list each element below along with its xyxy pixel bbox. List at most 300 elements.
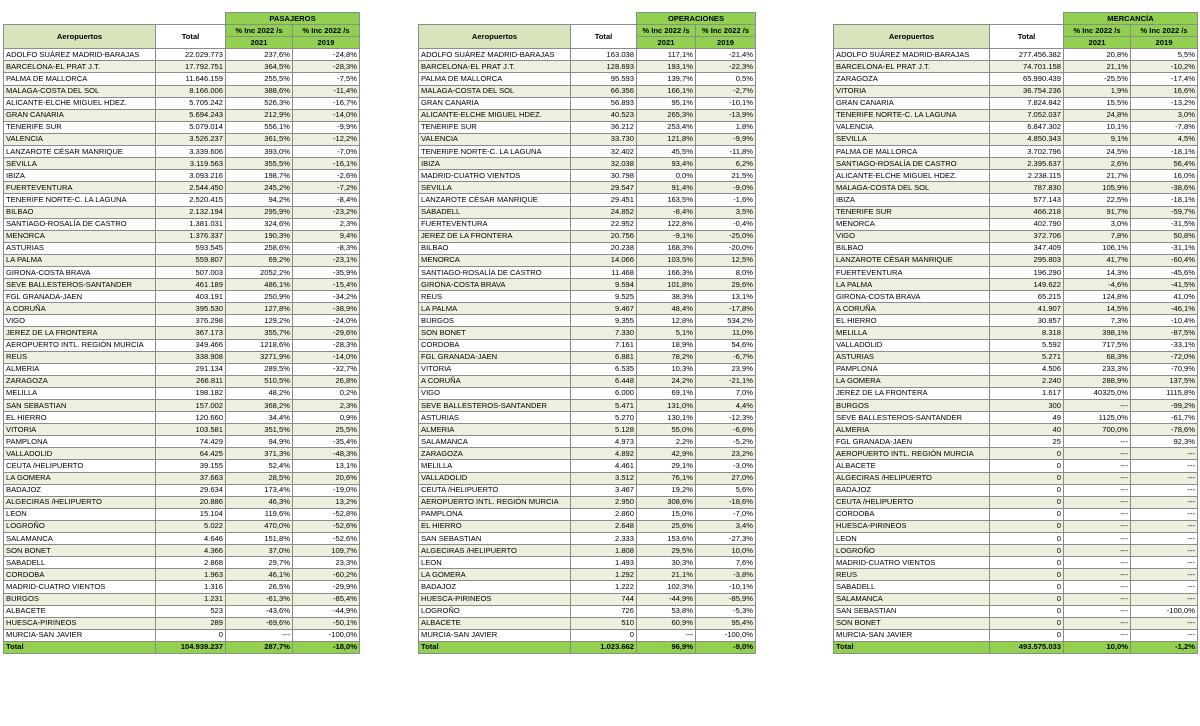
table-row <box>4 363 360 375</box>
table-row <box>419 363 756 375</box>
airport-name: CORDOBA <box>834 508 990 520</box>
airport-name: FUERTEVENTURA <box>834 266 990 278</box>
table-row <box>419 61 756 73</box>
inc-2019-value: -29,6% <box>293 327 360 339</box>
airport-name: GRAN CANARIA <box>834 97 990 109</box>
total-value: 1.963 <box>156 569 226 581</box>
inc-2021-value: 10,1% <box>1064 121 1131 133</box>
inc-2021-value: 361,5% <box>226 133 293 145</box>
table-row <box>419 387 756 399</box>
inc-2019-value: -41,5% <box>1131 279 1198 291</box>
total-value: 2.520.415 <box>156 194 226 206</box>
table-row <box>4 484 360 496</box>
table-row <box>834 436 1198 448</box>
table-row <box>419 85 756 97</box>
table-row <box>834 593 1198 605</box>
airport-name: IBIZA <box>4 170 156 182</box>
inc-2021-value: -25,5% <box>1064 73 1131 85</box>
table-row <box>4 73 360 85</box>
airport-name: MALAGA-COSTA DEL SOL <box>419 85 571 97</box>
inc-2021-value: 295,9% <box>226 206 293 218</box>
inc-2021-value: 351,5% <box>226 424 293 436</box>
airport-name: SANTIAGO-ROSALÍA DE CASTRO <box>834 158 990 170</box>
group-header: PASAJEROS <box>226 13 360 25</box>
inc-2021-value: --- <box>1064 617 1131 629</box>
table-row <box>419 629 756 641</box>
airport-name: IBIZA <box>834 194 990 206</box>
total-value: 5.471 <box>571 400 637 412</box>
inc-2021-value: 15,5% <box>1064 97 1131 109</box>
inc-2021-value: 129,2% <box>226 315 293 327</box>
inc-2019-value: --- <box>1131 629 1198 641</box>
airport-name: BURGOS <box>419 315 571 327</box>
table-row <box>834 617 1198 629</box>
total-value: 0 <box>990 533 1064 545</box>
total-value: 403.191 <box>156 291 226 303</box>
table-row <box>419 339 756 351</box>
total-value: 3.339.606 <box>156 146 226 158</box>
total-value: 2.132.194 <box>156 206 226 218</box>
table-row <box>419 266 756 278</box>
inc-2021-value: 14,5% <box>1064 303 1131 315</box>
total-value: 5.271 <box>990 351 1064 363</box>
total-value: 40.523 <box>571 109 637 121</box>
table-row <box>834 424 1198 436</box>
col-header-inc-2021-line1: % Inc 2022 /s <box>1064 25 1131 37</box>
table-row <box>419 581 756 593</box>
airport-name: SEVE BALLESTEROS-SANTANDER <box>419 400 571 412</box>
total-value: 4.892 <box>571 448 637 460</box>
inc-2021-value: 10,3% <box>637 363 696 375</box>
table-row <box>4 508 360 520</box>
total-row <box>834 641 1198 653</box>
total-value: 15.104 <box>156 508 226 520</box>
total-value: 1.493 <box>571 557 637 569</box>
total-value: 30.857 <box>990 315 1064 327</box>
inc-2019-value: -87,5% <box>1131 327 1198 339</box>
table-row <box>419 303 756 315</box>
total-value: 1.023.662 <box>571 641 637 653</box>
inc-2021-value: 700,0% <box>1064 424 1131 436</box>
inc-2019-value: -16,1% <box>293 158 360 170</box>
total-value: 4.506 <box>990 363 1064 375</box>
inc-2019-value: -5,2% <box>696 436 756 448</box>
total-value: 7.161 <box>571 339 637 351</box>
inc-2019-value: --- <box>1131 460 1198 472</box>
total-value: 25 <box>990 436 1064 448</box>
airport-name: ALBACETE <box>419 617 571 629</box>
total-value: 20.756 <box>571 230 637 242</box>
total-value: 22.952 <box>571 218 637 230</box>
table-row <box>834 460 1198 472</box>
inc-2019-value: 2,3% <box>293 400 360 412</box>
inc-2021-value: 78,2% <box>637 351 696 363</box>
inc-2019-value: -21,1% <box>696 375 756 387</box>
inc-2021-value: 3271,9% <box>226 351 293 363</box>
total-value: 787.830 <box>990 182 1064 194</box>
total-value: 37.663 <box>156 472 226 484</box>
inc-2021-value: 34,4% <box>226 412 293 424</box>
inc-2021-value: 288,9% <box>1064 375 1131 387</box>
airport-name: LOGROÑO <box>419 605 571 617</box>
inc-2019-value: 25,5% <box>293 424 360 436</box>
inc-2021-value: --- <box>1064 557 1131 569</box>
inc-2019-value: 2,3% <box>293 218 360 230</box>
table-row <box>4 629 360 641</box>
airport-name: BILBAO <box>4 206 156 218</box>
table-row <box>834 49 1198 61</box>
inc-2021-value: 139,7% <box>637 73 696 85</box>
inc-2021-value: 163,5% <box>637 194 696 206</box>
total-value: 577.143 <box>990 194 1064 206</box>
inc-2019-value: -16,7% <box>293 97 360 109</box>
inc-2021-value: 95,1% <box>637 97 696 109</box>
inc-2021-value: 94,2% <box>226 194 293 206</box>
col-header-airports: Aeropuertos <box>834 25 990 49</box>
inc-2019-value: 10,0% <box>696 545 756 557</box>
table-row <box>4 315 360 327</box>
total-value: 0 <box>990 484 1064 496</box>
inc-2019-value: 13,1% <box>293 460 360 472</box>
inc-2019-value: 5,5% <box>1131 49 1198 61</box>
total-value: 466.218 <box>990 206 1064 218</box>
total-value: 2.544.450 <box>156 182 226 194</box>
total-value: 1.808 <box>571 545 637 557</box>
mercancia-table <box>833 12 1198 654</box>
table-row <box>419 617 756 629</box>
airport-name: EL HIERRO <box>4 412 156 424</box>
inc-2019-value: -25,0% <box>696 230 756 242</box>
total-value: 196.290 <box>990 266 1064 278</box>
airport-name: MURCIA-SAN JAVIER <box>834 629 990 641</box>
table-row <box>4 97 360 109</box>
airport-name: VALENCIA <box>4 133 156 145</box>
airport-name: GIRONA-COSTA BRAVA <box>4 266 156 278</box>
table-row <box>834 569 1198 581</box>
inc-2021-value: 30,3% <box>637 557 696 569</box>
airport-name: IBIZA <box>419 158 571 170</box>
total-value: 289 <box>156 617 226 629</box>
total-value: 1.376.337 <box>156 230 226 242</box>
inc-2021-value: --- <box>1064 400 1131 412</box>
table-row <box>4 545 360 557</box>
total-value: 0 <box>990 472 1064 484</box>
airport-name: VALLADOLID <box>4 448 156 460</box>
total-value: 6.881 <box>571 351 637 363</box>
table-row <box>419 170 756 182</box>
total-value: 5.128 <box>571 424 637 436</box>
airport-name: BILBAO <box>834 242 990 254</box>
total-value: 277.456.382 <box>990 49 1064 61</box>
inc-2019-value: -12,3% <box>696 412 756 424</box>
table-row <box>4 194 360 206</box>
airport-name: SALAMANCA <box>4 533 156 545</box>
airport-name: JEREZ DE LA FRONTERA <box>419 230 571 242</box>
inc-2019-value: --- <box>1131 569 1198 581</box>
airport-name: ZARAGOZA <box>419 448 571 460</box>
table-row <box>4 61 360 73</box>
total-value: 32.402 <box>571 146 637 158</box>
inc-2019-value: 0,5% <box>696 73 756 85</box>
col-header-inc-2021-line2: 2021 <box>226 37 293 49</box>
total-value: 11.468 <box>571 266 637 278</box>
airport-name: MELILLA <box>834 327 990 339</box>
total-value: 66.356 <box>571 85 637 97</box>
table-row <box>4 218 360 230</box>
inc-2019-value: -70,9% <box>1131 363 1198 375</box>
total-row-line <box>834 641 1198 653</box>
table-row <box>834 291 1198 303</box>
table-row <box>419 545 756 557</box>
inc-2019-value: --- <box>1131 557 1198 569</box>
airport-name: MADRID-CUATRO VIENTOS <box>4 581 156 593</box>
inc-2021-value: 24,8% <box>1064 109 1131 121</box>
inc-2019-value: 50,8% <box>1131 230 1198 242</box>
inc-2019-value: --- <box>1131 520 1198 532</box>
inc-2021-value: 46,3% <box>226 496 293 508</box>
inc-2021-value: 153,6% <box>637 533 696 545</box>
inc-2019-value: 8,0% <box>696 266 756 278</box>
airport-name: VITORIA <box>419 363 571 375</box>
airport-name: SAN SEBASTIAN <box>419 533 571 545</box>
inc-2019-value: --- <box>1131 533 1198 545</box>
airport-name: FGL GRANADA-JAEN <box>834 436 990 448</box>
inc-2019-value: 16,0% <box>1131 170 1198 182</box>
inc-2019-value: -2,7% <box>696 85 756 97</box>
table-row <box>4 593 360 605</box>
inc-2019-value: -100,0% <box>696 629 756 641</box>
total-value: 338.908 <box>156 351 226 363</box>
inc-2019-value: -52,6% <box>293 533 360 545</box>
airport-name: AEROPUERTO INTL. REGIÓN MURCIA <box>419 496 571 508</box>
airport-name: JEREZ DE LA FRONTERA <box>834 387 990 399</box>
airport-name: TENERIFE NORTE-C. LA LAGUNA <box>834 109 990 121</box>
inc-2021-value: 556,1% <box>226 121 293 133</box>
table-row <box>4 351 360 363</box>
col-header-airports: Aeropuertos <box>419 25 571 49</box>
table-row <box>834 363 1198 375</box>
inc-2021-value: 0,0% <box>637 170 696 182</box>
inc-2019-value: -9,0% <box>696 182 756 194</box>
inc-2019-value: -61,7% <box>1131 412 1198 424</box>
total-value: 104.939.237 <box>156 641 226 653</box>
table-row <box>4 387 360 399</box>
inc-2019-value: -20,0% <box>696 242 756 254</box>
inc-2019-value: -7,5% <box>293 73 360 85</box>
inc-2021-value: 124,8% <box>1064 291 1131 303</box>
total-value: 0 <box>156 629 226 641</box>
table-row <box>4 291 360 303</box>
inc-2021-value: -8,4% <box>637 206 696 218</box>
airport-name: GIRONA-COSTA BRAVA <box>419 279 571 291</box>
airport-name: HUESCA-PIRINEOS <box>4 617 156 629</box>
table-row <box>4 520 360 532</box>
inc-2019-value: 3,0% <box>1131 109 1198 121</box>
airport-name: ALBACETE <box>834 460 990 472</box>
inc-2019-value: 4,4% <box>696 400 756 412</box>
total-value: 20.886 <box>156 496 226 508</box>
table-row <box>4 206 360 218</box>
inc-2019-value: -7,0% <box>696 508 756 520</box>
inc-2021-value: 255,5% <box>226 73 293 85</box>
total-value: 32.038 <box>571 158 637 170</box>
inc-2019-value: 12,5% <box>696 254 756 266</box>
inc-2021-value: 48,2% <box>226 387 293 399</box>
inc-2019-value: -99,2% <box>1131 400 1198 412</box>
total-value: 95.593 <box>571 73 637 85</box>
table-row <box>4 472 360 484</box>
inc-2019-value: 23,9% <box>696 363 756 375</box>
table-row <box>419 448 756 460</box>
inc-2019-value: 4,5% <box>1131 133 1198 145</box>
airport-name: HUESCA-PIRINEOS <box>419 593 571 605</box>
inc-2019-value: -52,6% <box>293 520 360 532</box>
inc-2021-value: 1125,0% <box>1064 412 1131 424</box>
inc-2021-value: -9,1% <box>637 230 696 242</box>
airport-name: FGL GRANADA-JAEN <box>4 291 156 303</box>
airport-name: MELILLA <box>419 460 571 472</box>
table-row <box>4 242 360 254</box>
total-row <box>419 641 756 653</box>
airport-name: A CORUÑA <box>419 375 571 387</box>
table-row <box>419 533 756 545</box>
inc-2021-value: 24,5% <box>1064 146 1131 158</box>
airport-name: PAMPLONA <box>834 363 990 375</box>
airport-name: VITORIA <box>4 424 156 436</box>
airport-name: LA PALMA <box>4 254 156 266</box>
total-value: 4.646 <box>156 533 226 545</box>
inc-2019-value: 54,6% <box>696 339 756 351</box>
total-value: 3.512 <box>571 472 637 484</box>
inc-2021-value: 18,9% <box>637 339 696 351</box>
airport-name: MENORCA <box>419 254 571 266</box>
inc-2021-value: 7,8% <box>1064 230 1131 242</box>
col-header-inc-2021-line1: % Inc 2022 /s <box>637 25 696 37</box>
inc-2019-value: -0,4% <box>696 218 756 230</box>
total-value: 5.270 <box>571 412 637 424</box>
airport-name: CORDOBA <box>4 569 156 581</box>
total-value: 0 <box>990 569 1064 581</box>
inc-2021-value: --- <box>1064 448 1131 460</box>
airport-name: LA PALMA <box>834 279 990 291</box>
inc-2021-value: 717,5% <box>1064 339 1131 351</box>
airport-name: A CORUÑA <box>4 303 156 315</box>
total-value: 1.222 <box>571 581 637 593</box>
airport-name: GRAN CANARIA <box>419 97 571 109</box>
table-row <box>419 569 756 581</box>
inc-2019-value: 23,2% <box>696 448 756 460</box>
inc-2021-value: 103,5% <box>637 254 696 266</box>
airport-name: ALICANTE-ELCHE MIGUEL HDEZ. <box>4 97 156 109</box>
inc-2021-value: 37,0% <box>226 545 293 557</box>
total-value: 2.240 <box>990 375 1064 387</box>
table-row <box>4 182 360 194</box>
airport-name: GRAN CANARIA <box>4 109 156 121</box>
table-row <box>419 605 756 617</box>
table-row <box>834 605 1198 617</box>
total-value: 11.646.159 <box>156 73 226 85</box>
total-value: 36.754.236 <box>990 85 1064 97</box>
airport-name: LA PALMA <box>419 303 571 315</box>
total-value: 461.189 <box>156 279 226 291</box>
inc-2019-value: -10,1% <box>696 97 756 109</box>
airport-name: BURGOS <box>834 400 990 412</box>
inc-2021-value: 29,1% <box>637 460 696 472</box>
inc-2019-value: -31,5% <box>1131 218 1198 230</box>
inc-2021-value: 91,7% <box>1064 206 1131 218</box>
inc-2019-value: -14,0% <box>293 109 360 121</box>
inc-2021-value: 28,5% <box>226 472 293 484</box>
inc-2021-value: --- <box>1064 496 1131 508</box>
total-value: 1.292 <box>571 569 637 581</box>
airport-name: MENORCA <box>4 230 156 242</box>
inc-2021-value: --- <box>637 629 696 641</box>
inc-2019-value: -46,1% <box>1131 303 1198 315</box>
inc-2021-value: 40325,0% <box>1064 387 1131 399</box>
total-value: 103.581 <box>156 424 226 436</box>
total-value: 40 <box>990 424 1064 436</box>
total-value: 14.066 <box>571 254 637 266</box>
table-row <box>419 593 756 605</box>
table-row <box>419 121 756 133</box>
airport-name: SON BONET <box>419 327 571 339</box>
inc-2021-value: 151,8% <box>226 533 293 545</box>
table-row <box>834 85 1198 97</box>
airport-name: SABADELL <box>834 581 990 593</box>
table-row <box>4 581 360 593</box>
airport-name: LANZAROTE CÉSAR MANRIQUE <box>834 254 990 266</box>
airport-name: EL HIERRO <box>419 520 571 532</box>
total-value: 7.824.842 <box>990 97 1064 109</box>
table-row <box>419 484 756 496</box>
inc-2019-value: -13,9% <box>696 109 756 121</box>
total-value: 0 <box>990 593 1064 605</box>
inc-2021-value: 130,1% <box>637 412 696 424</box>
inc-2021-value: 237,6% <box>226 49 293 61</box>
inc-2019-value: -15,4% <box>293 279 360 291</box>
airport-name: ALICANTE-ELCHE MIGUEL HDEZ. <box>419 109 571 121</box>
inc-2021-value: --- <box>1064 629 1131 641</box>
inc-2021-value: 45,5% <box>637 146 696 158</box>
table-row <box>419 460 756 472</box>
table-row <box>834 496 1198 508</box>
inc-2019-value: 23,3% <box>293 557 360 569</box>
total-value: 0 <box>990 460 1064 472</box>
airport-name: PALMA DE MALLORCA <box>4 73 156 85</box>
airport-name: AEROPUERTO INTL. REGIÓN MURCIA <box>834 448 990 460</box>
airport-name: MURCIA-SAN JAVIER <box>4 629 156 641</box>
airport-name: SALAMANCA <box>419 436 571 448</box>
airport-name: ADOLFO SUÁREZ MADRID-BARAJAS <box>834 49 990 61</box>
inc-2019-value: -19,0% <box>293 484 360 496</box>
inc-2021-value: 102,3% <box>637 581 696 593</box>
table-row <box>834 327 1198 339</box>
total-label: Total <box>4 641 156 653</box>
airport-name: MENORCA <box>834 218 990 230</box>
table-row <box>419 146 756 158</box>
total-value: 0 <box>990 629 1064 641</box>
total-value: 523 <box>156 605 226 617</box>
total-value: 4.461 <box>571 460 637 472</box>
airport-name: TENERIFE NORTE-C. LA LAGUNA <box>419 146 571 158</box>
total-value: 3.702.796 <box>990 146 1064 158</box>
inc-2019-value: -8,3% <box>293 242 360 254</box>
airport-name: FUERTEVENTURA <box>419 218 571 230</box>
inc-2021-value: --- <box>226 629 293 641</box>
table-row <box>419 327 756 339</box>
airport-name: PAMPLONA <box>4 436 156 448</box>
total-value: 395.530 <box>156 303 226 315</box>
